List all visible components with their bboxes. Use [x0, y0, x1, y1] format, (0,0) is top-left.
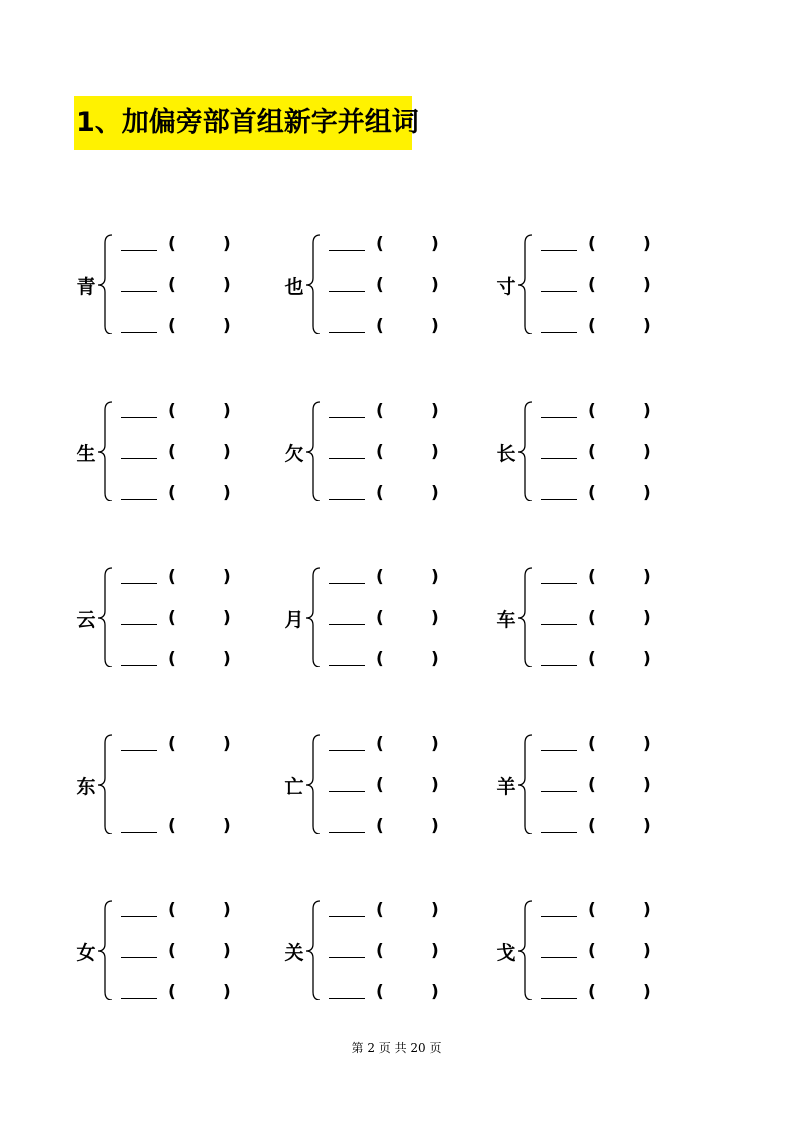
open-paren: ( — [376, 275, 384, 295]
character-blank[interactable] — [329, 607, 365, 625]
answer-line — [74, 899, 274, 925]
close-paren: ) — [431, 316, 439, 336]
open-paren: ( — [588, 316, 596, 336]
close-paren: ) — [431, 941, 439, 961]
open-paren: ( — [168, 734, 176, 754]
open-paren: ( — [168, 401, 176, 421]
open-paren: ( — [376, 567, 384, 587]
word-group — [282, 566, 512, 676]
character-blank[interactable] — [121, 607, 157, 625]
answer-line — [282, 774, 482, 800]
open-paren: ( — [376, 316, 384, 336]
character-blank[interactable] — [541, 566, 577, 584]
open-paren: ( — [168, 982, 176, 1002]
answer-line — [74, 815, 274, 841]
answer-line — [282, 441, 482, 467]
open-paren: ( — [168, 483, 176, 503]
character-blank[interactable] — [541, 774, 577, 792]
close-paren: ) — [431, 775, 439, 795]
answer-line — [494, 566, 694, 592]
character-blank[interactable] — [121, 274, 157, 292]
character-blank[interactable] — [541, 899, 577, 917]
word-group — [494, 733, 724, 843]
answer-line — [282, 733, 482, 759]
exercise-title: 1、加偏旁部首组新字并组词 — [74, 96, 412, 150]
close-paren: ) — [643, 442, 651, 462]
character-blank[interactable] — [329, 566, 365, 584]
base-character: 女 — [76, 942, 96, 964]
answer-line — [74, 400, 274, 426]
answer-line — [282, 315, 482, 341]
answer-line — [74, 274, 274, 300]
close-paren: ) — [431, 649, 439, 669]
character-blank[interactable] — [121, 441, 157, 459]
character-blank[interactable] — [329, 441, 365, 459]
answer-line — [74, 940, 274, 966]
open-paren: ( — [376, 649, 384, 669]
character-blank[interactable] — [329, 815, 365, 833]
close-paren: ) — [431, 401, 439, 421]
close-paren: ) — [223, 234, 231, 254]
answer-line — [74, 441, 274, 467]
base-character: 生 — [76, 443, 96, 465]
close-paren: ) — [431, 982, 439, 1002]
open-paren: ( — [376, 775, 384, 795]
open-paren: ( — [588, 649, 596, 669]
answer-line — [282, 648, 482, 674]
character-blank[interactable] — [541, 274, 577, 292]
word-group — [494, 899, 724, 1009]
close-paren: ) — [223, 982, 231, 1002]
open-paren: ( — [588, 941, 596, 961]
close-paren: ) — [643, 649, 651, 669]
answer-line — [74, 233, 274, 259]
base-character: 东 — [76, 776, 96, 798]
word-group — [74, 566, 304, 676]
open-paren: ( — [376, 982, 384, 1002]
close-paren: ) — [431, 816, 439, 836]
answer-line — [282, 233, 482, 259]
open-paren: ( — [588, 442, 596, 462]
close-paren: ) — [223, 567, 231, 587]
open-paren: ( — [168, 900, 176, 920]
character-blank[interactable] — [329, 648, 365, 666]
character-blank[interactable] — [541, 233, 577, 251]
word-group — [494, 400, 724, 510]
answer-line — [494, 981, 694, 1007]
close-paren: ) — [223, 401, 231, 421]
open-paren: ( — [168, 941, 176, 961]
close-paren: ) — [643, 234, 651, 254]
answer-line — [282, 815, 482, 841]
open-paren: ( — [376, 816, 384, 836]
close-paren: ) — [431, 900, 439, 920]
open-paren: ( — [588, 982, 596, 1002]
base-character: 月 — [284, 609, 304, 631]
close-paren: ) — [643, 483, 651, 503]
character-blank[interactable] — [541, 981, 577, 999]
answer-line — [282, 981, 482, 1007]
character-blank[interactable] — [541, 648, 577, 666]
base-character: 亡 — [284, 776, 304, 798]
base-character: 寸 — [496, 276, 516, 298]
open-paren: ( — [376, 442, 384, 462]
base-character: 戈 — [496, 942, 516, 964]
character-blank[interactable] — [121, 482, 157, 500]
word-group — [282, 233, 512, 343]
open-paren: ( — [588, 900, 596, 920]
answer-line — [74, 607, 274, 633]
close-paren: ) — [431, 567, 439, 587]
close-paren: ) — [223, 483, 231, 503]
answer-line — [494, 400, 694, 426]
close-paren: ) — [431, 275, 439, 295]
character-blank[interactable] — [541, 482, 577, 500]
answer-line — [282, 899, 482, 925]
answer-line — [282, 482, 482, 508]
answer-line — [74, 648, 274, 674]
character-blank[interactable] — [329, 940, 365, 958]
base-character: 羊 — [496, 776, 516, 798]
word-group — [74, 899, 304, 1009]
open-paren: ( — [168, 816, 176, 836]
character-blank[interactable] — [541, 400, 577, 418]
word-group — [74, 733, 304, 843]
answer-line — [74, 733, 274, 759]
character-blank[interactable] — [121, 566, 157, 584]
answer-line — [74, 981, 274, 1007]
close-paren: ) — [643, 900, 651, 920]
answer-line — [74, 315, 274, 341]
character-blank[interactable] — [121, 899, 157, 917]
character-blank[interactable] — [541, 733, 577, 751]
character-blank[interactable] — [541, 815, 577, 833]
answer-line — [282, 400, 482, 426]
character-blank[interactable] — [329, 774, 365, 792]
character-blank[interactable] — [541, 940, 577, 958]
character-blank[interactable] — [121, 940, 157, 958]
answer-line — [494, 940, 694, 966]
character-blank[interactable] — [541, 315, 577, 333]
close-paren: ) — [431, 483, 439, 503]
close-paren: ) — [223, 608, 231, 628]
close-paren: ) — [643, 982, 651, 1002]
close-paren: ) — [643, 401, 651, 421]
open-paren: ( — [168, 567, 176, 587]
character-blank[interactable] — [121, 315, 157, 333]
answer-line — [282, 940, 482, 966]
character-blank[interactable] — [329, 233, 365, 251]
word-group — [282, 733, 512, 843]
open-paren: ( — [588, 567, 596, 587]
answer-line — [494, 482, 694, 508]
character-blank[interactable] — [541, 607, 577, 625]
answer-line — [494, 815, 694, 841]
open-paren: ( — [168, 649, 176, 669]
close-paren: ) — [223, 734, 231, 754]
open-paren: ( — [588, 608, 596, 628]
base-character: 车 — [496, 609, 516, 631]
open-paren: ( — [376, 900, 384, 920]
word-group — [74, 233, 304, 343]
answer-line — [494, 774, 694, 800]
character-blank[interactable] — [329, 733, 365, 751]
character-blank[interactable] — [121, 981, 157, 999]
close-paren: ) — [223, 275, 231, 295]
open-paren: ( — [588, 734, 596, 754]
character-blank[interactable] — [541, 441, 577, 459]
open-paren: ( — [168, 275, 176, 295]
answer-line — [494, 274, 694, 300]
open-paren: ( — [168, 316, 176, 336]
answer-line — [494, 899, 694, 925]
character-blank[interactable] — [329, 400, 365, 418]
open-paren: ( — [588, 816, 596, 836]
word-group — [74, 400, 304, 510]
open-paren: ( — [588, 275, 596, 295]
close-paren: ) — [643, 608, 651, 628]
word-group — [282, 400, 512, 510]
word-group — [282, 899, 512, 1009]
answer-line — [494, 607, 694, 633]
open-paren: ( — [376, 608, 384, 628]
close-paren: ) — [643, 775, 651, 795]
character-blank[interactable] — [121, 733, 157, 751]
open-paren: ( — [376, 401, 384, 421]
character-blank[interactable] — [329, 315, 365, 333]
close-paren: ) — [223, 941, 231, 961]
close-paren: ) — [643, 941, 651, 961]
close-paren: ) — [223, 816, 231, 836]
open-paren: ( — [376, 234, 384, 254]
close-paren: ) — [223, 649, 231, 669]
answer-line — [494, 648, 694, 674]
close-paren: ) — [643, 816, 651, 836]
open-paren: ( — [376, 734, 384, 754]
base-character: 欠 — [284, 443, 304, 465]
open-paren: ( — [168, 608, 176, 628]
base-character: 青 — [76, 276, 96, 298]
open-paren: ( — [376, 483, 384, 503]
close-paren: ) — [431, 608, 439, 628]
base-character: 云 — [76, 609, 96, 631]
word-group — [494, 566, 724, 676]
close-paren: ) — [431, 234, 439, 254]
answer-line — [494, 733, 694, 759]
character-blank[interactable] — [121, 815, 157, 833]
open-paren: ( — [168, 442, 176, 462]
character-blank[interactable] — [329, 482, 365, 500]
answer-line — [74, 482, 274, 508]
base-character: 长 — [496, 443, 516, 465]
open-paren: ( — [588, 483, 596, 503]
character-blank[interactable] — [329, 981, 365, 999]
word-group — [494, 233, 724, 343]
open-paren: ( — [588, 234, 596, 254]
close-paren: ) — [431, 734, 439, 754]
close-paren: ) — [643, 734, 651, 754]
answer-line — [282, 566, 482, 592]
base-character: 关 — [284, 942, 304, 964]
answer-line — [74, 566, 274, 592]
close-paren: ) — [223, 442, 231, 462]
character-blank[interactable] — [121, 400, 157, 418]
open-paren: ( — [376, 941, 384, 961]
close-paren: ) — [643, 275, 651, 295]
close-paren: ) — [223, 316, 231, 336]
answer-line — [282, 607, 482, 633]
open-paren: ( — [168, 234, 176, 254]
character-blank[interactable] — [329, 274, 365, 292]
answer-line — [494, 315, 694, 341]
base-character: 也 — [284, 276, 304, 298]
open-paren: ( — [588, 775, 596, 795]
answer-line — [282, 274, 482, 300]
answer-line — [494, 441, 694, 467]
character-blank[interactable] — [121, 648, 157, 666]
answer-line — [494, 233, 694, 259]
close-paren: ) — [431, 442, 439, 462]
character-blank[interactable] — [121, 233, 157, 251]
page-footer: 第 2 页 共 20 页 — [351, 1041, 442, 1055]
close-paren: ) — [223, 900, 231, 920]
open-paren: ( — [588, 401, 596, 421]
close-paren: ) — [643, 316, 651, 336]
character-blank[interactable] — [329, 899, 365, 917]
close-paren: ) — [643, 567, 651, 587]
